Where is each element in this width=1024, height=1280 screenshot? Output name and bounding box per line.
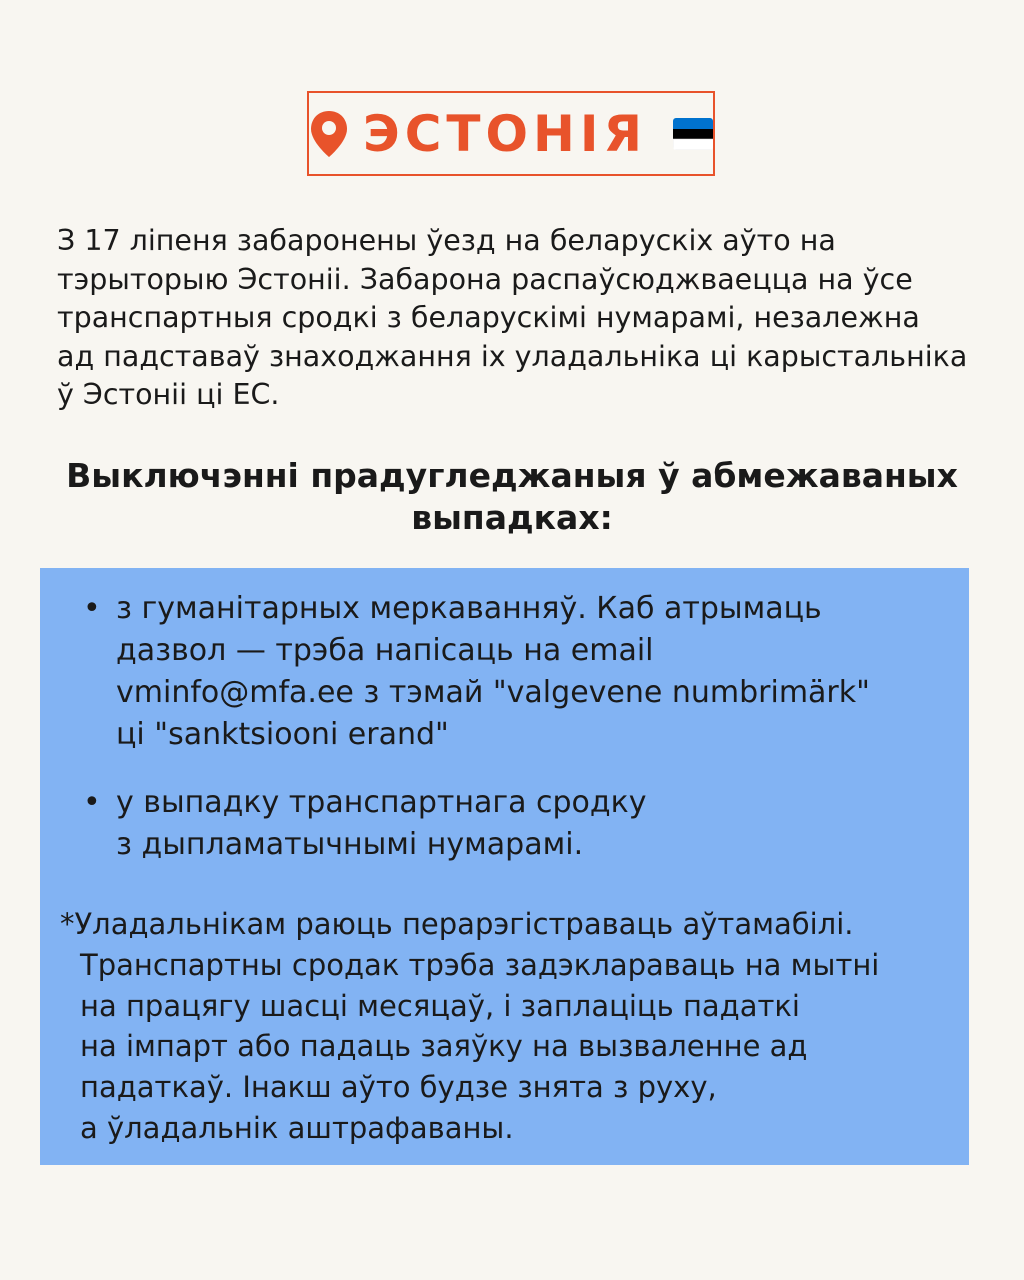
intro-line: тэрыторыю Эстоніі. Забарона распаўсюджваецца на ўсе — [57, 262, 913, 296]
footnote-line: на імпарт або падаць заяўку на вызваленне ад — [80, 1029, 808, 1064]
exceptions-box — [40, 568, 969, 1165]
location-pin-icon — [309, 109, 349, 159]
intro-paragraph — [57, 222, 987, 415]
footnote — [60, 904, 950, 1149]
list-item — [83, 588, 936, 756]
footnote-line: на працягу шасці месяцаў, і заплаціць падаткі — [80, 988, 800, 1023]
bullet-icon: • — [83, 591, 101, 626]
page-title: ЭСТОНІЯ — [363, 104, 647, 163]
exceptions-heading — [40, 455, 984, 539]
item-line: з дыпламатычнымі нумарамі. — [116, 827, 584, 862]
footnote-line: *Уладальнікам раюць перарэгістраваць аўтамабілі. — [60, 907, 854, 941]
item-line: vminfo@mfa.ee з тэмай "valgevene numbrimärk" — [116, 675, 870, 710]
item-line: у выпадку транспартнага сродку — [116, 785, 647, 820]
intro-line: ў Эстоніі ці ЕС. — [57, 378, 280, 411]
intro-line: З 17 ліпеня забаронены ўезд на беларускіх аўто на — [57, 224, 836, 257]
bullet-icon: • — [83, 785, 101, 820]
intro-line: транспартныя сродкі з беларускімі нумарамі, незалежна — [57, 301, 920, 334]
estonia-flag-icon — [673, 118, 713, 150]
item-line: ці "sanktsiooni erand" — [116, 717, 449, 752]
list-item — [83, 782, 936, 866]
footnote-line: Транспартны сродак трэба задэклараваць на мытні — [80, 947, 880, 982]
item-line: дазвол — трэба напісаць на email — [116, 633, 654, 668]
footnote-line: падаткаў. Інакш аўто будзе знята з руху, — [80, 1070, 717, 1105]
title-box — [307, 91, 715, 176]
heading-line: выпадках: — [411, 498, 613, 537]
heading-line: Выключэнні прадугледжаныя ў абмежаваных — [66, 456, 958, 495]
intro-line: ад падставаў знаходжання іх уладальніка ці карыстальніка — [57, 339, 968, 373]
footnote-line: а ўладальнік аштрафаваны. — [80, 1110, 514, 1145]
item-line: з гуманітарных меркаванняў. Каб атрымаць — [116, 591, 822, 626]
